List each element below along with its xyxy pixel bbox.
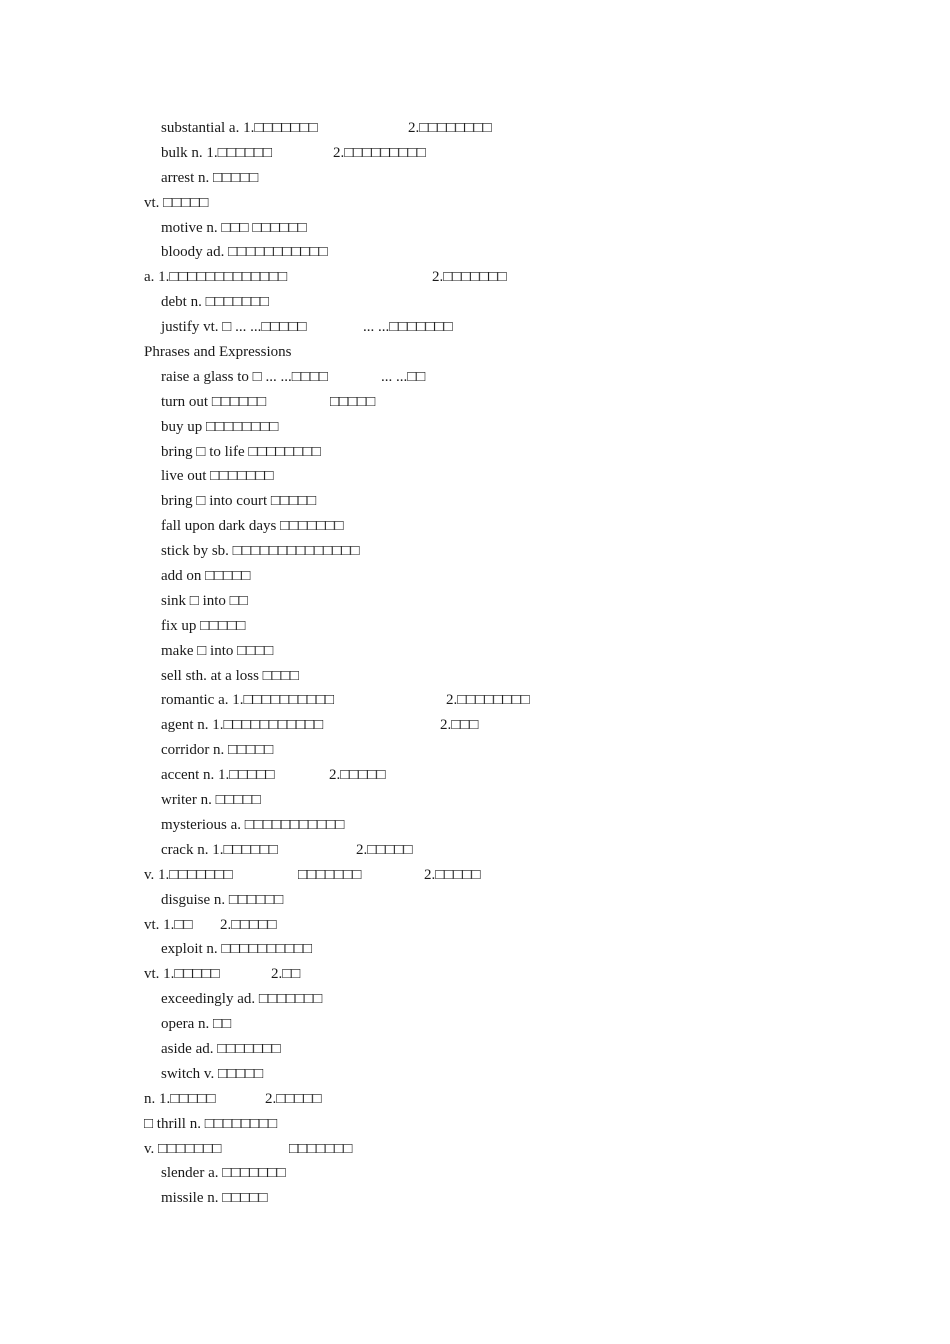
vocab-line-segment: □□□□□□□	[298, 866, 362, 883]
vocab-line	[0, 489, 950, 514]
vocab-line	[0, 589, 950, 614]
vocab-line	[0, 1062, 950, 1087]
vocab-line-segment: fall upon dark days □□□□□□□	[161, 518, 344, 535]
vocab-line-segment: motive n. □□□ □□□□□□	[161, 219, 307, 236]
vocab-line-segment: add on □□□□□	[161, 568, 251, 585]
vocab-line-segment: aside ad. □□□□□□□	[161, 1040, 281, 1057]
vocab-line	[0, 166, 950, 191]
vocab-line-segment: 2.□□□□□□□□	[446, 692, 530, 709]
vocab-line-segment: 2.□□□□□	[424, 866, 481, 883]
vocab-line-segment: live out □□□□□□□	[161, 468, 274, 485]
vocab-line-segment: agent n. 1.□□□□□□□□□□□	[161, 717, 324, 734]
vocab-line-segment: □□□□□	[330, 393, 376, 410]
vocabulary-list	[0, 116, 950, 1211]
vocab-line-segment: exceedingly ad. □□□□□□□	[161, 991, 323, 1008]
vocab-line-segment: accent n. 1.□□□□□	[161, 767, 275, 784]
vocab-line	[0, 365, 950, 390]
vocab-line-segment: disguise n. □□□□□□	[161, 891, 284, 908]
vocab-line-segment: 2.□□□□□	[220, 916, 277, 933]
vocab-line-segment: romantic a. 1.□□□□□□□□□□	[161, 692, 335, 709]
vocab-line-segment: arrest n. □□□□□	[161, 169, 259, 186]
vocab-line	[0, 614, 950, 639]
vocab-line	[0, 813, 950, 838]
vocab-line	[0, 838, 950, 863]
vocab-line	[0, 191, 950, 216]
vocab-line-segment: v. □□□□□□□	[144, 1140, 222, 1157]
vocab-line-segment: bring □ to life □□□□□□□□	[161, 443, 321, 460]
vocab-line-segment: corridor n. □□□□□	[161, 742, 274, 759]
vocab-line	[0, 539, 950, 564]
vocab-line-segment: make □ into □□□□	[161, 642, 274, 659]
vocab-line	[0, 1012, 950, 1037]
vocab-line	[0, 464, 950, 489]
vocab-line-segment: ... ...□□	[381, 368, 426, 385]
vocab-line-segment: vt. 1.□□□□□	[144, 966, 220, 983]
vocab-line-segment: □□□□□□□	[289, 1140, 353, 1157]
vocab-line	[0, 415, 950, 440]
vocab-line-segment: missile n. □□□□□	[161, 1190, 268, 1207]
vocab-line	[0, 216, 950, 241]
vocab-line-segment: buy up □□□□□□□□	[161, 418, 279, 435]
vocab-line-segment: v. 1.□□□□□□□	[144, 866, 233, 883]
vocab-line-segment: vt. 1.□□	[144, 916, 193, 933]
vocab-line-segment: substantial a. 1.□□□□□□□	[161, 120, 318, 136]
vocab-line-segment: □ thrill n. □□□□□□□□	[144, 1115, 278, 1132]
vocab-line	[0, 962, 950, 987]
vocab-line	[0, 290, 950, 315]
vocab-line-segment: stick by sb. □□□□□□□□□□□□□□	[161, 543, 360, 560]
vocab-line-segment: a. 1.□□□□□□□□□□□□□	[144, 269, 288, 286]
vocab-line-segment: debt n. □□□□□□□	[161, 294, 269, 311]
vocab-line-segment: sell sth. at a loss □□□□	[161, 667, 299, 684]
vocab-line-segment: n. 1.□□□□□	[144, 1090, 216, 1107]
vocab-line	[0, 514, 950, 539]
vocab-line-segment: 2.□□□	[440, 717, 479, 734]
vocab-line	[0, 888, 950, 913]
vocab-line	[0, 1186, 950, 1211]
vocab-line-segment: bloody ad. □□□□□□□□□□□	[161, 244, 328, 261]
vocab-line	[0, 240, 950, 265]
vocab-line-segment: 2.□□□□□	[329, 767, 386, 784]
vocab-line	[0, 913, 950, 938]
vocab-line-segment: Phrases and Expressions	[144, 344, 292, 361]
vocab-line	[0, 564, 950, 589]
vocab-line-segment: exploit n. □□□□□□□□□□	[161, 941, 313, 958]
vocab-line-segment: turn out □□□□□□	[161, 393, 267, 410]
vocab-line	[0, 664, 950, 689]
vocab-line-segment: vt. □□□□□	[144, 194, 209, 211]
vocab-line	[0, 116, 950, 141]
vocab-line	[0, 440, 950, 465]
vocab-line	[0, 738, 950, 763]
vocab-line	[0, 1087, 950, 1112]
vocab-line	[0, 1112, 950, 1137]
vocab-line	[0, 265, 950, 290]
vocab-line-segment: ... ...□□□□□□□	[363, 319, 453, 336]
vocab-line	[0, 639, 950, 664]
vocab-line	[0, 713, 950, 738]
vocab-line-segment: 2.□□□□□□□	[432, 269, 507, 286]
vocab-line-segment: slender a. □□□□□□□	[161, 1165, 286, 1182]
vocab-line	[0, 340, 950, 365]
vocab-line	[0, 937, 950, 962]
vocab-line-segment: 2.□□□□□	[356, 841, 413, 858]
vocab-line-segment: bring □ into court □□□□□	[161, 493, 317, 510]
vocab-line-segment: raise a glass to □ ... ...□□□□	[161, 368, 328, 385]
vocab-line-segment: switch v. □□□□□	[161, 1065, 264, 1082]
vocab-line	[0, 1037, 950, 1062]
vocab-line	[0, 763, 950, 788]
vocab-line-segment: crack n. 1.□□□□□□	[161, 841, 278, 858]
vocab-line	[0, 1137, 950, 1162]
vocab-line-segment: bulk n. 1.□□□□□□	[161, 144, 273, 161]
vocab-line-segment: mysterious a. □□□□□□□□□□□	[161, 816, 345, 833]
vocab-line-segment: 2.□□	[271, 966, 301, 983]
vocab-line	[0, 688, 950, 713]
vocab-line-segment: writer n. □□□□□	[161, 792, 261, 809]
vocab-line	[0, 863, 950, 888]
vocab-line	[0, 390, 950, 415]
vocab-line-segment: opera n. □□	[161, 1016, 232, 1033]
vocab-line	[0, 315, 950, 340]
vocab-line-segment: 2.□□□□□	[265, 1090, 322, 1107]
vocab-line	[0, 788, 950, 813]
vocab-line-segment: 2.□□□□□□□□	[408, 120, 492, 136]
vocab-line-segment: justify vt. □ ... ...□□□□□	[161, 319, 307, 336]
vocab-line	[0, 141, 950, 166]
vocab-line-segment: sink □ into □□	[161, 592, 248, 609]
vocab-line	[0, 987, 950, 1012]
vocab-line-segment: 2.□□□□□□□□□	[333, 144, 426, 161]
vocab-line-segment: fix up □□□□□	[161, 617, 246, 634]
vocab-line	[0, 1161, 950, 1186]
